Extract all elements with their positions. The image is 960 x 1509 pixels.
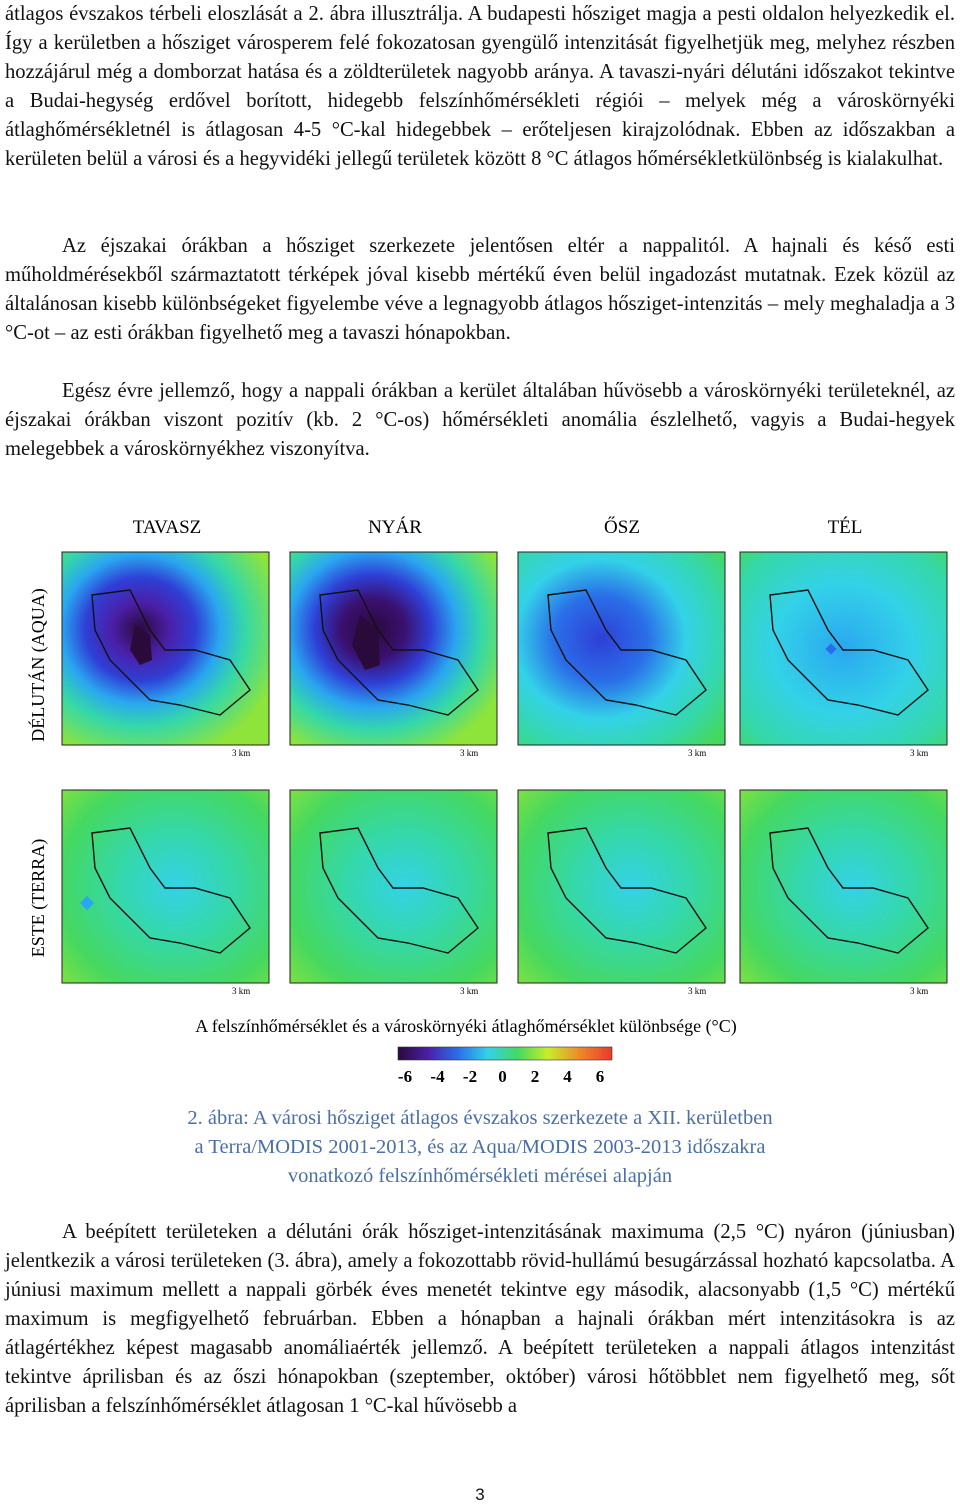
scale-label: 3 km <box>460 748 479 758</box>
colorbar-tick-label: 4 <box>563 1067 572 1086</box>
colorbar-tick-label: -6 <box>397 1067 413 1086</box>
scale-label: 3 km <box>232 986 251 996</box>
figure-caption <box>0 1104 960 1191</box>
seasonal-heat-island-figure <box>0 500 960 1100</box>
colorbar <box>398 1047 612 1060</box>
scale-label: 3 km <box>910 748 929 758</box>
row-label-evening: ESTE (TERRA) <box>28 838 48 958</box>
map-evening-spring <box>62 790 269 983</box>
paragraph-4: A beépített területeken a délutáni órák hősziget-intenzitásának maximuma (2,5 °C) nyáron (júniusban) jelentkezik a városi területeken (3. ábra), amely a fokozottabb rövid-hullámú besugárzással hozható kapcsolatba. A júniusi maximum mellett a nappali görbék éves menetét tekintve egy második, alacsonyabb (1,5 °C) mértékű maximum is megfigyelhető februárban. Ebben a hónapban a hajnali órákban mért intenzitásokra is az átlagértékhez képest magasabb anomáliaérték jellemző. A beépített területeken a nappali átlagos intenzitást tekintve áprilisban és az őszi hónapokban (szeptember, október) városi hőtöbblet nem figyelhető meg, sőt áprilisban a felszínhőmérséklet átlagosan 1 °C-kal hűvösebb a <box>5 1221 955 1417</box>
caption-line: vonatkozó felszínhőmérsékleti mérései alapján <box>287 1165 673 1187</box>
colorbar-title: A felszínhőmérséklet és a városkörnyéki átlaghőmérséklet különbsége (°C) <box>195 1016 737 1036</box>
season-label-spring: TAVASZ <box>132 517 202 538</box>
map-afternoon-spring <box>62 552 269 745</box>
scale-label: 3 km <box>688 986 707 996</box>
scale-label: 3 km <box>460 986 479 996</box>
colorbar-tick-label: 2 <box>530 1067 540 1086</box>
colorbar-tick-label: -4 <box>430 1067 445 1086</box>
map-afternoon-winter <box>740 552 947 745</box>
season-label-winter: TÉL <box>827 517 863 538</box>
colorbar-tick-label: 0 <box>498 1067 507 1086</box>
season-label-summer: NYÁR <box>368 517 422 538</box>
map-afternoon-autumn <box>518 552 725 745</box>
paragraph-2: Az éjszakai órákban a hősziget szerkezete jelentősen eltér a nappalitól. A hajnali és késő esti műholdmérésekből származtatott térképek jóval kisebb mértékű éven belül ingadozást mutatnak. Ezek közül az általánosan kisebb különbségeket figyelembe véve a legnagyobb átlagos hősziget-intenzitás – mely meghaladja a 3 °C-ot – az esti órákban figyelhető meg a tavaszi hónapokban. <box>5 235 955 344</box>
season-label-autumn: ŐSZ <box>604 517 640 538</box>
map-evening-winter <box>740 790 947 983</box>
map-evening-summer <box>290 790 497 983</box>
paragraph-1: átlagos évszakos térbeli eloszlását a 2. ábra illusztrálja. A budapesti hősziget magja a pesti oldalon helyezkedik el. Így a kerületben a hősziget városperem felé fokozatosan gyengülő intenzitását figyelhetjük meg, melyhez részben hozzájárul még a domborzat hatása és a zöldterületek nagyobb aránya. A tavaszi-nyári délutáni időszakot tekintve a Budai-hegység erdővel borított, hidegebb felszínhőmérsékleti régiói – melyek még a városkörnyéki átlaghőmérsékletnél is átlagosan 4-5 °C-kal hidegebbek – erőteljesen kirajzolódnak. Ebben az időszakban a kerületen belül a városi és a hegyvidéki jellegű területek között 8 °C átlagos hőmérsékletkülönbség is kialakulhat. <box>5 3 955 170</box>
scale-label: 3 km <box>232 748 251 758</box>
scale-label: 3 km <box>910 986 929 996</box>
scale-label: 3 km <box>688 748 707 758</box>
caption-line: 2. ábra: A városi hősziget átlagos évszakos szerkezete a XII. kerületben <box>187 1107 773 1129</box>
paragraph-3: Egész évre jellemző, hogy a nappali órákban a kerület általában hűvösebb a városkörnyéki területeknél, az éjszakai órákban viszont pozitív (kb. 2 °C-os) hőmérsékleti anomália észlelhető, vagyis a Budai-hegyek melegebbek a városkörnyékhez viszonyítva. <box>5 380 955 460</box>
colorbar-ticks <box>398 1067 604 1086</box>
map-evening-autumn <box>518 790 725 983</box>
page-number: 3 <box>475 1485 485 1504</box>
map-afternoon-summer <box>290 552 497 745</box>
colorbar-tick-label: 6 <box>595 1067 605 1086</box>
row-label-afternoon: DÉLUTÁN (AQUA) <box>28 588 48 742</box>
colorbar-tick-label: -2 <box>462 1067 478 1086</box>
caption-line: a Terra/MODIS 2001-2013, és az Aqua/MODIS 2003-2013 időszakra <box>194 1136 766 1158</box>
